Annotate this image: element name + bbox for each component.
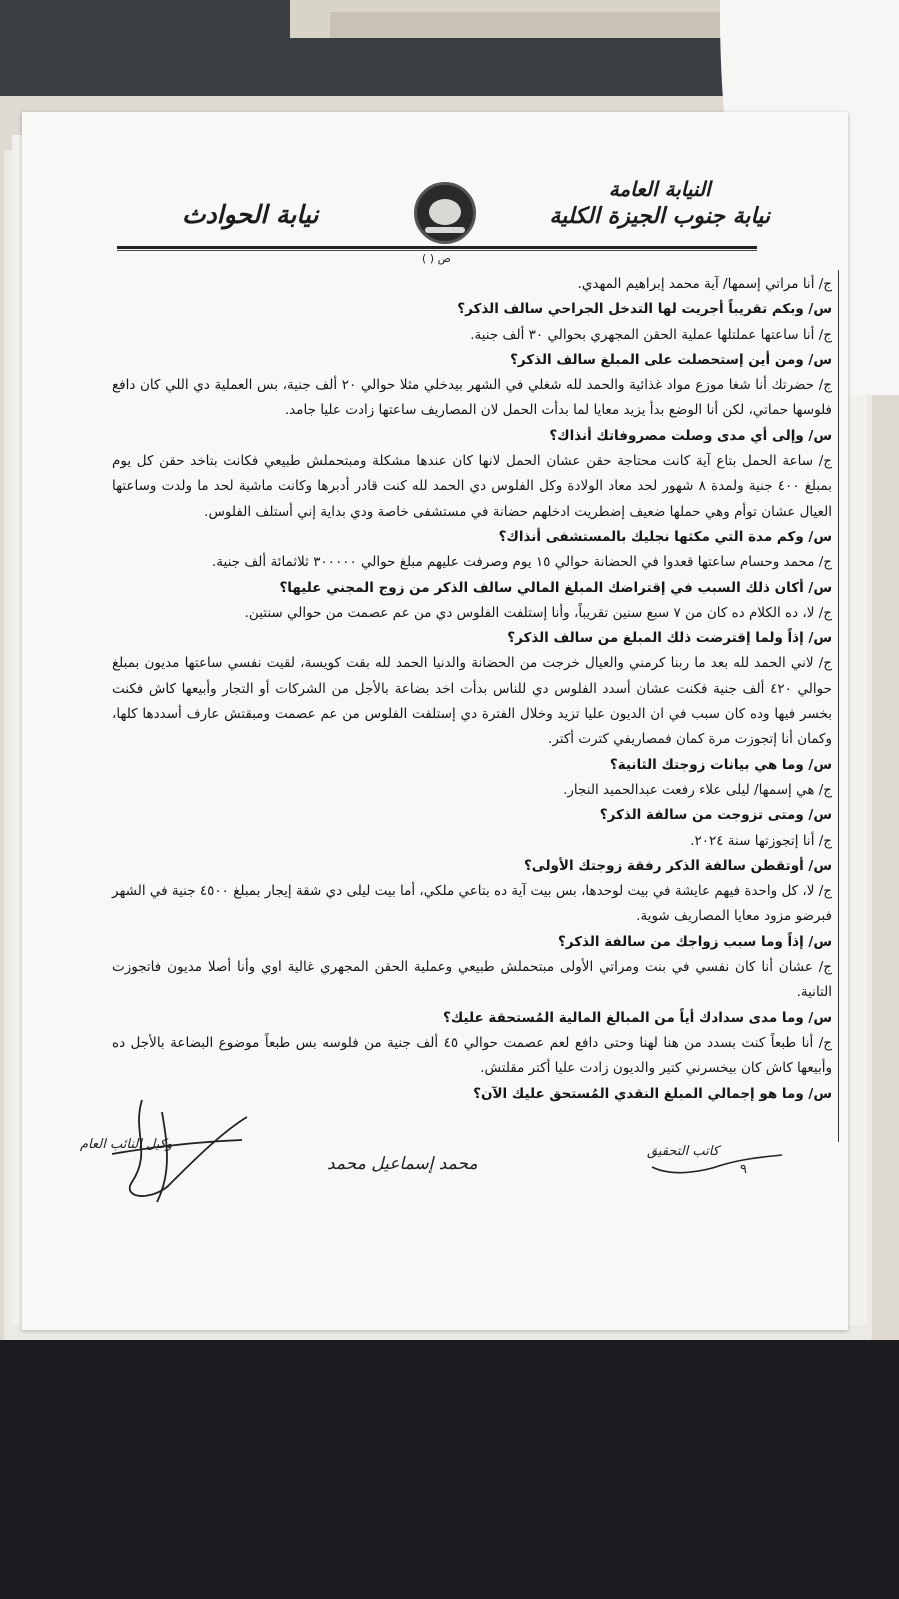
question-line: س/ وكم مدة التي مكثها نجليك بالمستشفى أنذاك؟ bbox=[498, 528, 832, 545]
signature-area bbox=[22, 1112, 848, 1222]
clerk-mark: ٩ bbox=[740, 1162, 747, 1177]
question-line: س/ ومن أين إستحصلت على المبلغ سالف الذكر؟ bbox=[510, 351, 832, 368]
authority-line-1: النيابة العامة bbox=[608, 177, 711, 201]
answer-line: ج/ حضرتك أنا شغا موزع مواد غذائية والحمد لله شغلي في الشهر بيدخلي مثلا حوالي ٢٠ ألف جنية، بس العملية دي اللي كان دافع فلوسها حماتي، لكن أنا الوضع بدأ يزيد معايا لما بدأت الحمل لان المصاريف ساعتها زادت عليا جامد. bbox=[112, 377, 832, 419]
answer-line: ج/ أنا ساعتها عملتلها عملية الحقن المجهري بحوالي ٣٠ ألف جنية. bbox=[470, 326, 832, 343]
question-line: س/ وإلى أي مدى وصلت مصروفاتك أنذاك؟ bbox=[549, 427, 832, 444]
question-line: س/ وما هو إجمالي المبلغ النقدي المُستحق عليك الآن؟ bbox=[473, 1085, 832, 1102]
answer-line: ج/ ساعة الحمل بتاع آية كانت محتاجة حقن عشان الحمل لانها كان عندها مشكلة ومبتحملش طبيعي فكانت بتاخد حقن كل يوم بمبلغ ٤٠٠ جنية ولمدة ٨ شهور لحد معاد الولادة وكل الفلوس دي الحمد لله كنت قادر أدبرها وكانت ماشية لحد ما ولدت وساعتها العيال عشان توأم وهي حملها ضعيف إضطريت ادخلهم حضانة في مستشفى خاصة ودي بداية إني أستلف الفلوس. bbox=[112, 453, 832, 520]
signature-scribble-left bbox=[72, 1092, 262, 1212]
header-rule-thin bbox=[117, 250, 757, 251]
question-line: س/ إذاً ولما إقترضت ذلك المبلغ من سالف الذكر؟ bbox=[507, 630, 832, 647]
answer-line: ج/ عشان أنا كان نفسي في بنت ومراتي الأولى مبتحملش طبيعي وعملية الحقن المجهري غالية اوي وأنا أصلا مديون فاتجوزت التانية. bbox=[112, 959, 832, 1001]
answer-line: ج/ أنا طبعاً كنت بسدد من هنا لهنا وحتى دافع لعم عصمت حوالي ٤٥ ألف جنية من فلوسه بس طبعاً موضوع البضاعة بالأجل ده وأبيعها كاش كان بيخسرني كتير والديون زادت عليا أكتر مقلتش. bbox=[112, 1034, 832, 1077]
answer-line: ج/ أنا إتجوزتها سنة ٢٠٢٤. bbox=[690, 832, 832, 849]
authority-line-2: نيابة جنوب الجيزة الكلية bbox=[549, 203, 770, 229]
header-rule bbox=[117, 246, 757, 249]
department-title: نيابة الحوادث bbox=[182, 200, 319, 229]
answer-line: ج/ لاني الحمد لله بعد ما ربنا كرمني والعيال خرجت من الحضانة والدنيا الحمد لله بقت كويسة، لقيت نفسي ساعتها مديون بمبلغ حوالي ٤٢٠ ألف جنية فكنت عشان أسدد الفلوس دي للناس بدأت اخد بضاعة بالأجل من الشركات أو التجار وأبيعها كاش فكنت بخسر فيها وده كان سبب في ان الديون عليا تزيد وخلال الفترة دي إستلفت الفلوس من عم عصمت ومبقتش عارف أسددها كلها، وكمان أنا إتجوزت مرة كمان فمصاريفي كترت أكتر. bbox=[112, 655, 832, 748]
question-line: س/ وبكم تقريباً أجريت لها التدخل الجراحي سالف الذكر؟ bbox=[457, 301, 832, 318]
answer-line: ج/ لا، ده الكلام ده كان من ٧ سبع سنين تقريباً، وأنا إستلفت الفلوس دي من عم عصمت من حوالي سنتين. bbox=[244, 604, 832, 621]
authority-block bbox=[549, 177, 770, 229]
document-header bbox=[22, 112, 848, 265]
transcript-body bbox=[112, 272, 832, 1107]
answer-line: ج/ لا، كل واحدة فيهم عايشة في بيت لوحدها، بس بيت آية ده بتاعي ملكي، أما بيت ليلى دي شقة إيجار بمبلغ ٤٥٠٠ جنية في الشهر فبرضو مزود معايا المصاريف شوية. bbox=[112, 883, 832, 925]
background-bottom bbox=[0, 1340, 899, 1599]
document-page bbox=[22, 112, 848, 1330]
question-line: س/ ومتى تزوجت من سالفة الذكر؟ bbox=[599, 807, 832, 824]
answer-line: ج/ هي إسمها/ ليلى علاء رفعت عبدالحميد النجار. bbox=[563, 781, 832, 798]
background-papers-shadow bbox=[330, 12, 750, 38]
answer-line: ج/ محمد وحسام ساعتها قعدوا في الحضانة حوالي ١٥ يوم وصرفت عليهم مبلغ حوالي ٣٠٠٠٠٠ ثلاثمائة ألف جنية. bbox=[212, 554, 832, 571]
prosecutor-label: وكيل النائب العام bbox=[80, 1137, 173, 1152]
answer-line: ج/ أنا مراتي إسمها/ آية محمد إبراهيم المهدي. bbox=[577, 276, 832, 292]
page-number: ص ( ) bbox=[422, 252, 451, 265]
question-line: س/ وما مدى سدادك أياً من المبالغ المالية المُستحقة عليك؟ bbox=[443, 1009, 832, 1026]
question-line: س/ وما هي بيانات زوجتك الثانية؟ bbox=[609, 756, 832, 773]
question-line: س/ أوتقطن سالفة الذكر رفقة زوجتك الأولى؟ bbox=[523, 857, 832, 874]
emblem-icon bbox=[414, 182, 476, 244]
question-line: س/ إذاً وما سبب زواجك من سالفة الذكر؟ bbox=[557, 933, 832, 950]
clerk-label: كاتب التحقيق bbox=[647, 1144, 719, 1159]
question-line: س/ أكان ذلك السبب في إقتراضك المبلغ المالي سالف الذكر من زوج المجني عليها؟ bbox=[279, 579, 832, 596]
witness-signature: محمد إسماعيل محمد bbox=[327, 1154, 478, 1174]
